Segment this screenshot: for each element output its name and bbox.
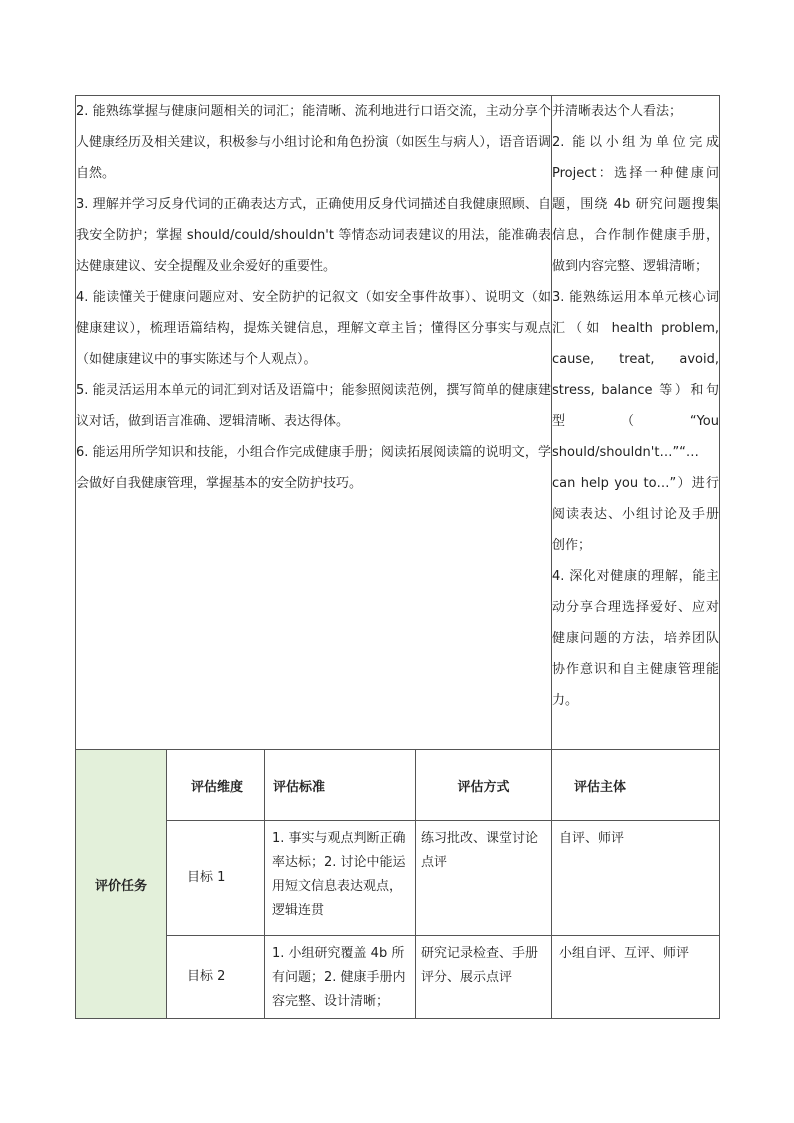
eval-row (76, 821, 720, 936)
dimension-cell: 目标 2 (167, 936, 265, 1019)
outcome-paragraph: 并清晰表达个人看法； (552, 104, 683, 119)
header-standard: 评估标准 (265, 750, 416, 821)
objective-paragraph: 3. 理解并学习反身代词的正确表达方式，正确使用反身代词描述自我健康照顾、自我安全防护；掌握 should/could/shouldn't 等情态动词表建议的用法，能准确表达健康建议、安全提醒及业余爱好的重要性。 (76, 197, 552, 274)
dimension-cell: 目标 1 (167, 821, 265, 936)
objective-paragraph: 6. 能运用所学知识和技能，小组合作完成健康手册；阅读拓展阅读篇的说明文，学会做好自我健康管理，掌握基本的安全防护技巧。 (76, 445, 552, 491)
outcome-paragraph: 3. 能熟练运用本单元核心词汇（如 health problem, cause, treat, avoid, stress, balance 等）和句型（“You should/shouldn't…”“…can help you to…”）进行阅读表达、小组讨论及手册创作； (552, 290, 720, 553)
eval-header-row (76, 750, 720, 821)
objective-paragraph: 5. 能灵活运用本单元的词汇到对话及语篇中；能参照阅读范例，撰写简单的健康建议对话，做到语言准确、逻辑清晰、表达得体。 (76, 383, 552, 429)
subject-cell: 小组自评、互评、师评 (552, 936, 720, 1019)
objective-paragraph: 2. 能熟练掌握与健康问题相关的词汇；能清晰、流利地进行口语交流，主动分享个人健康经历及相关建议，积极参与小组讨论和角色扮演（如医生与病人），语音语调自然。 (76, 104, 552, 181)
eval-row (76, 936, 720, 1019)
outcomes-cell (552, 96, 720, 750)
header-method: 评估方式 (416, 750, 552, 821)
subject-cell: 自评、师评 (552, 821, 720, 936)
outcome-paragraph: 4. 深化对健康的理解，能主动分享合理选择爱好、应对健康问题的方法，培养团队协作意识和自主健康管理能力。 (552, 569, 720, 708)
method-cell: 练习批改、课堂讨论点评 (416, 821, 552, 936)
eval-section-label: 评价任务 (76, 750, 167, 1019)
header-subject: 评估主体 (552, 750, 720, 821)
objectives-cell (76, 96, 552, 750)
objective-paragraph: 4. 能读懂关于健康问题应对、安全防护的记叙文（如安全事件故事）、说明文（如健康建议），梳理语篇结构，提炼关键信息，理解文章主旨；懂得区分事实与观点（如健康建议中的事实陈述与个人观点）。 (76, 290, 552, 367)
objectives-row (76, 96, 720, 750)
standard-cell: 1. 小组研究覆盖 4b 所有问题；2. 健康手册内容完整、设计清晰； (265, 936, 416, 1019)
method-cell: 研究记录检查、手册评分、展示点评 (416, 936, 552, 1019)
standard-cell: 1. 事实与观点判断正确率达标；2. 讨论中能运用短文信息表达观点，逻辑连贯 (265, 821, 416, 936)
lesson-plan-table (75, 95, 720, 1019)
header-dimension: 评估维度 (167, 750, 265, 821)
outcome-paragraph: 2. 能以小组为单位完成 Project：选择一种健康问题，围绕 4b 研究问题搜集信息，合作制作健康手册，做到内容完整、逻辑清晰； (552, 135, 720, 274)
